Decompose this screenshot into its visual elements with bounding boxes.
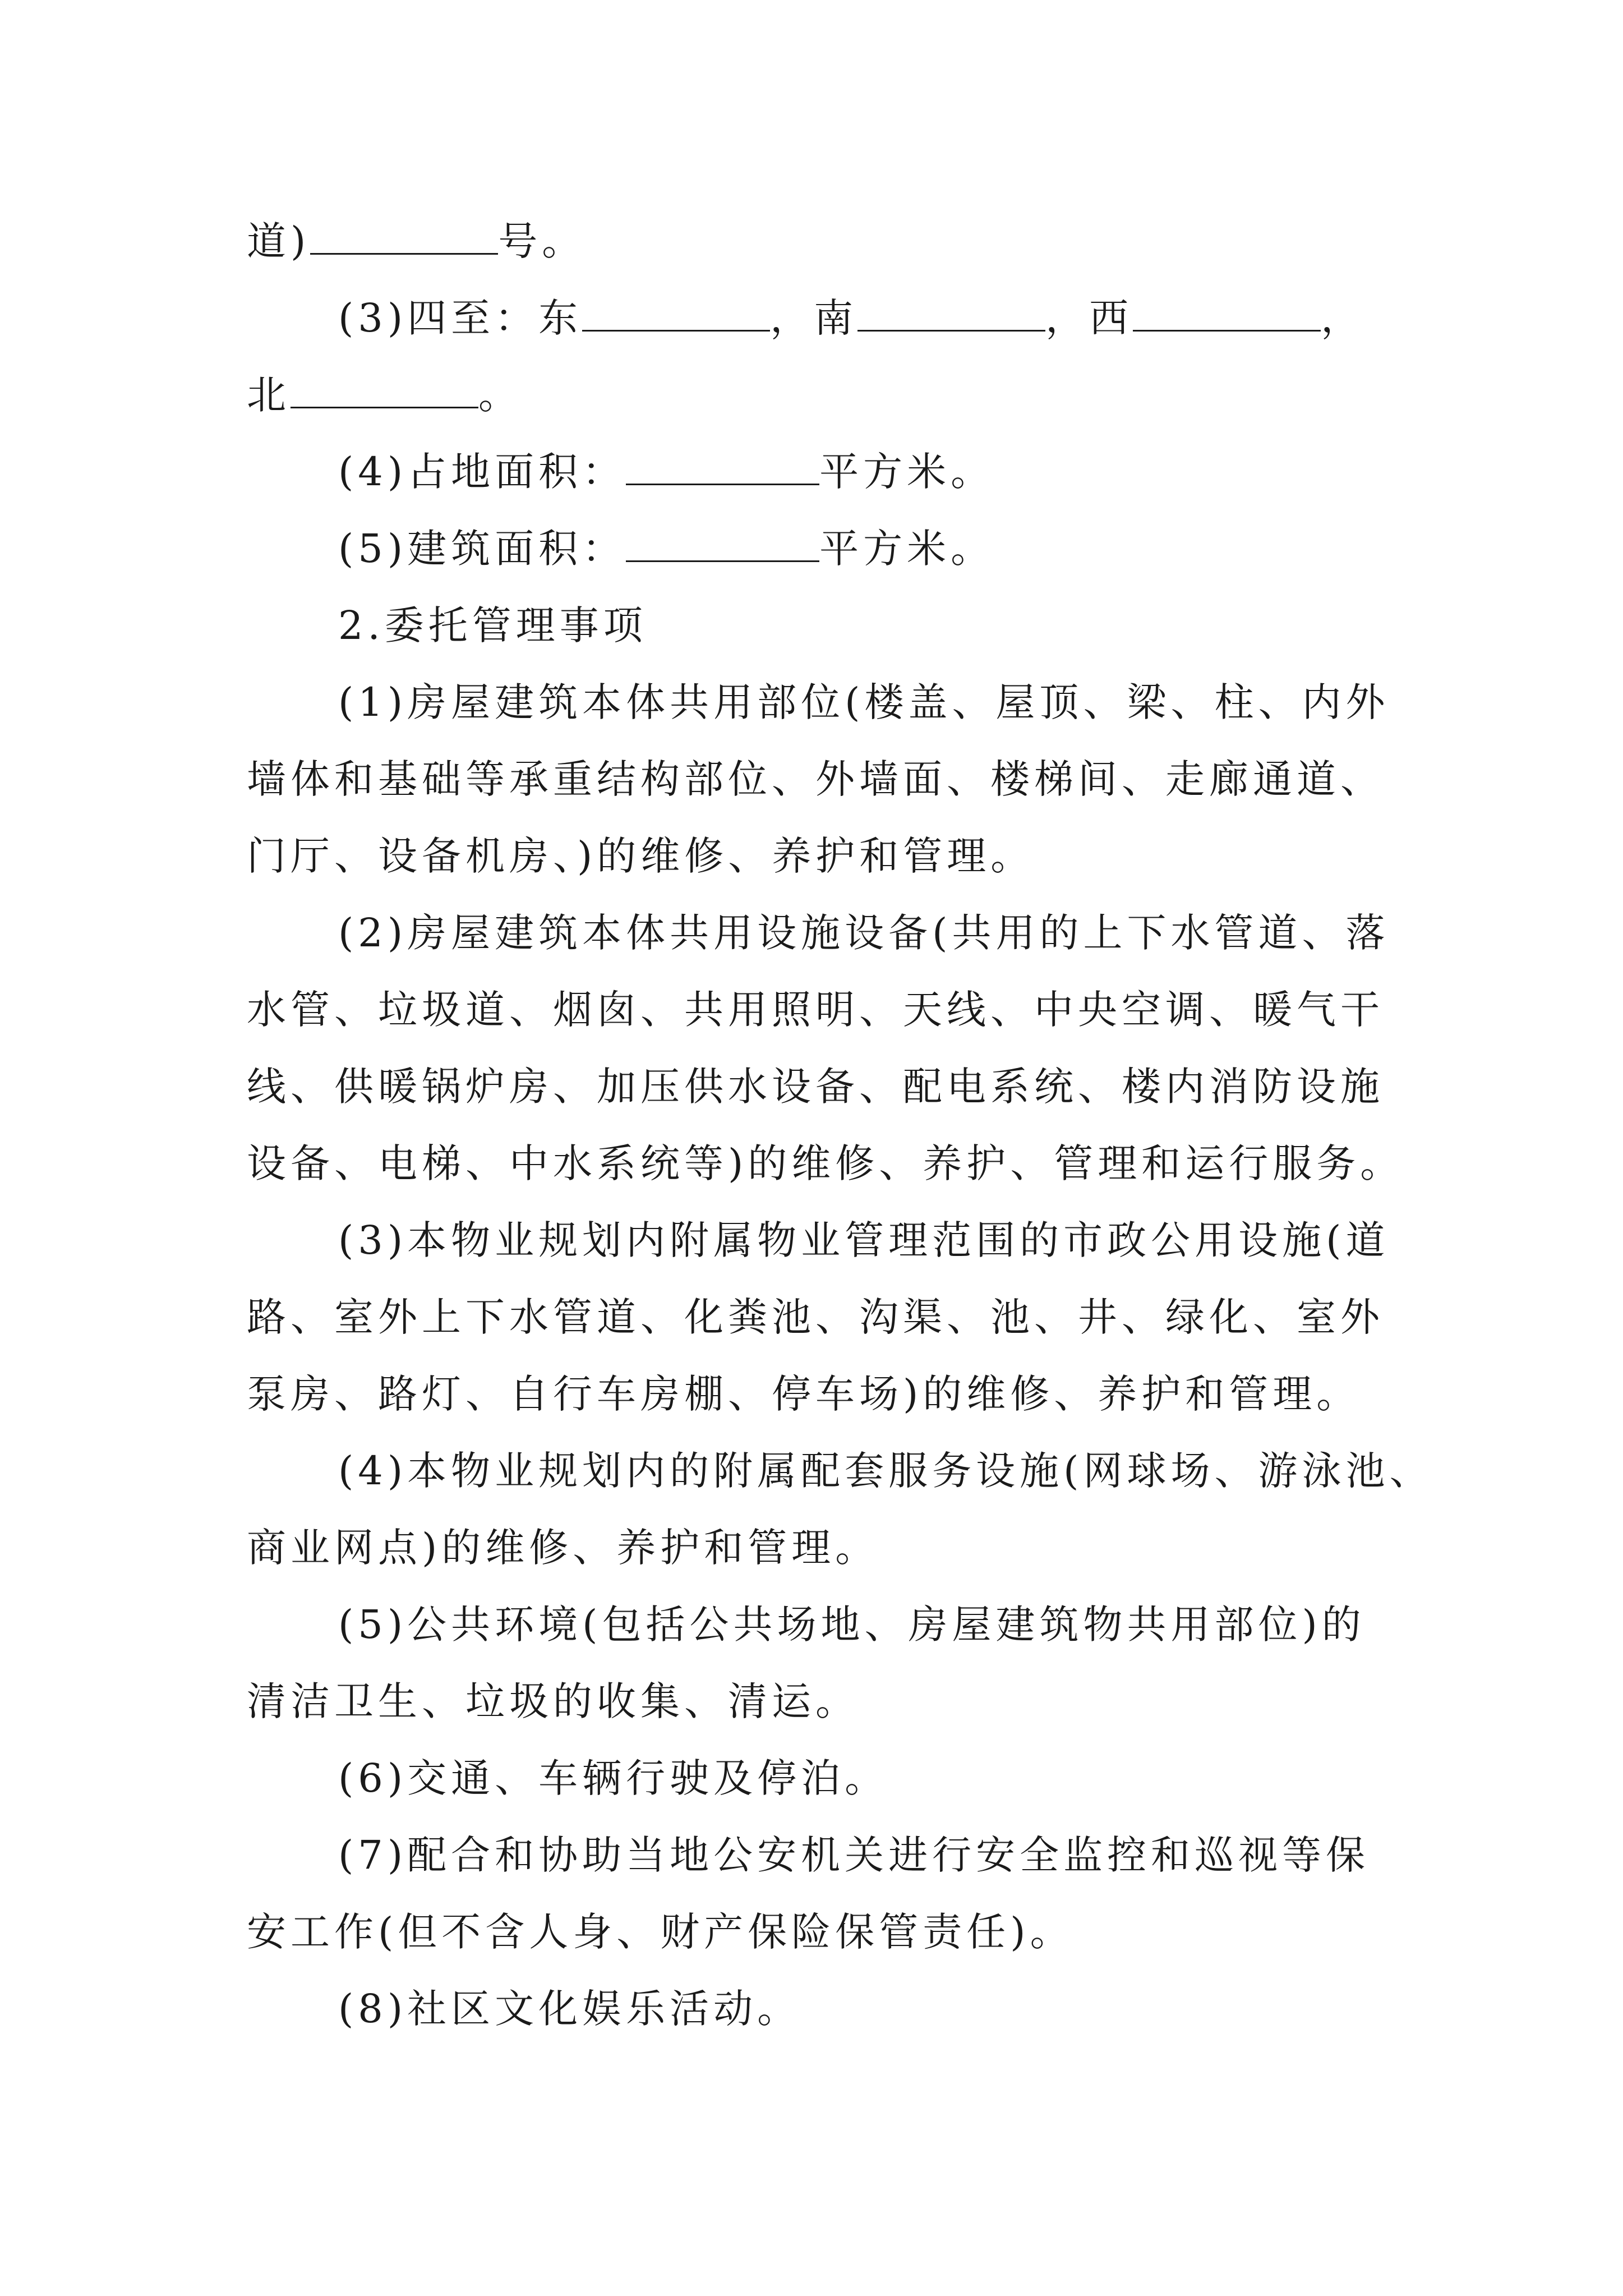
paragraph-line: 清洁卫生、垃圾的收集、清运。 (247, 1678, 859, 1724)
boundary-end: ， (1321, 295, 1365, 341)
paragraph-line: (2)房屋建筑本体共用设施设备(共用的上下水管道、落 (338, 910, 1390, 956)
paragraph-line: 墙体和基础等承重结构部位、外墙面、楼梯间、走廊通道、 (247, 756, 1384, 802)
paragraph-line: 水管、垃圾道、烟囱、共用照明、天线、中央空调、暖气干 (247, 987, 1384, 1033)
building-area-unit: 平方米。 (819, 526, 995, 572)
building-area-label: (5)建筑面积： (338, 526, 626, 572)
paragraph-line: (8)社区文化娱乐活动。 (338, 1986, 801, 2032)
section-heading: 2.委托管理事项 (338, 602, 647, 648)
paragraph-line: (3)本物业规划内附属物业管理范围的市政公用设施(道 (338, 1217, 1390, 1263)
line-address-number (247, 219, 585, 264)
blank-east (582, 296, 770, 332)
address-prefix: 道) (247, 218, 311, 264)
boundary-west-label: ，西 (1045, 295, 1133, 341)
blank-land-area (626, 450, 819, 485)
land-area-label: (4)占地面积： (338, 449, 626, 495)
blank-north (291, 373, 478, 408)
paragraph-line: 设备、电梯、中水系统等)的维修、养护、管理和运行服务。 (247, 1140, 1404, 1186)
address-suffix: 号。 (498, 218, 586, 264)
paragraph-line: 路、室外上下水管道、化粪池、沟渠、池、井、绿化、室外 (247, 1294, 1384, 1340)
paragraph-line: 门厅、设备机房、)的维修、养护和管理。 (247, 833, 1035, 879)
paragraph-line: (5)公共环境(包括公共场地、房屋建筑物共用部位)的 (338, 1602, 1366, 1648)
boundary-north-label: 北 (247, 372, 291, 418)
line-north (247, 372, 522, 417)
paragraph-line: 泵房、路灯、自行车房棚、停车场)的维修、养护和管理。 (247, 1371, 1361, 1417)
boundary-east-label: (3)四至：东 (338, 295, 583, 341)
blank-building-area (626, 527, 819, 562)
blank-number (310, 219, 498, 255)
paragraph-line: (1)房屋建筑本体共用部位(楼盖、屋顶、梁、柱、内外 (338, 679, 1390, 725)
paragraph-line: 商业网点)的维修、养护和管理。 (247, 1525, 879, 1571)
north-end: 。 (478, 372, 522, 418)
line-boundaries (338, 296, 1364, 341)
paragraph-line: (6)交通、车辆行驶及停泊。 (338, 1755, 889, 1801)
boundary-south-label: ，南 (770, 295, 858, 341)
paragraph-line: 安工作(但不含人身、财产保险保管责任)。 (247, 1909, 1074, 1955)
paragraph-line: (7)配合和协助当地公安机关进行安全监控和巡视等保 (338, 1832, 1370, 1878)
line-building-area (338, 526, 994, 571)
land-area-unit: 平方米。 (819, 449, 995, 495)
paragraph-line: (4)本物业规划内的附属配套服务设施(网球场、游泳池、 (338, 1448, 1433, 1494)
blank-south (857, 296, 1045, 332)
line-land-area (338, 449, 994, 494)
paragraph-line: 线、供暖锅炉房、加压供水设备、配电系统、楼内消防设施 (247, 1064, 1384, 1110)
blank-west (1133, 296, 1321, 332)
